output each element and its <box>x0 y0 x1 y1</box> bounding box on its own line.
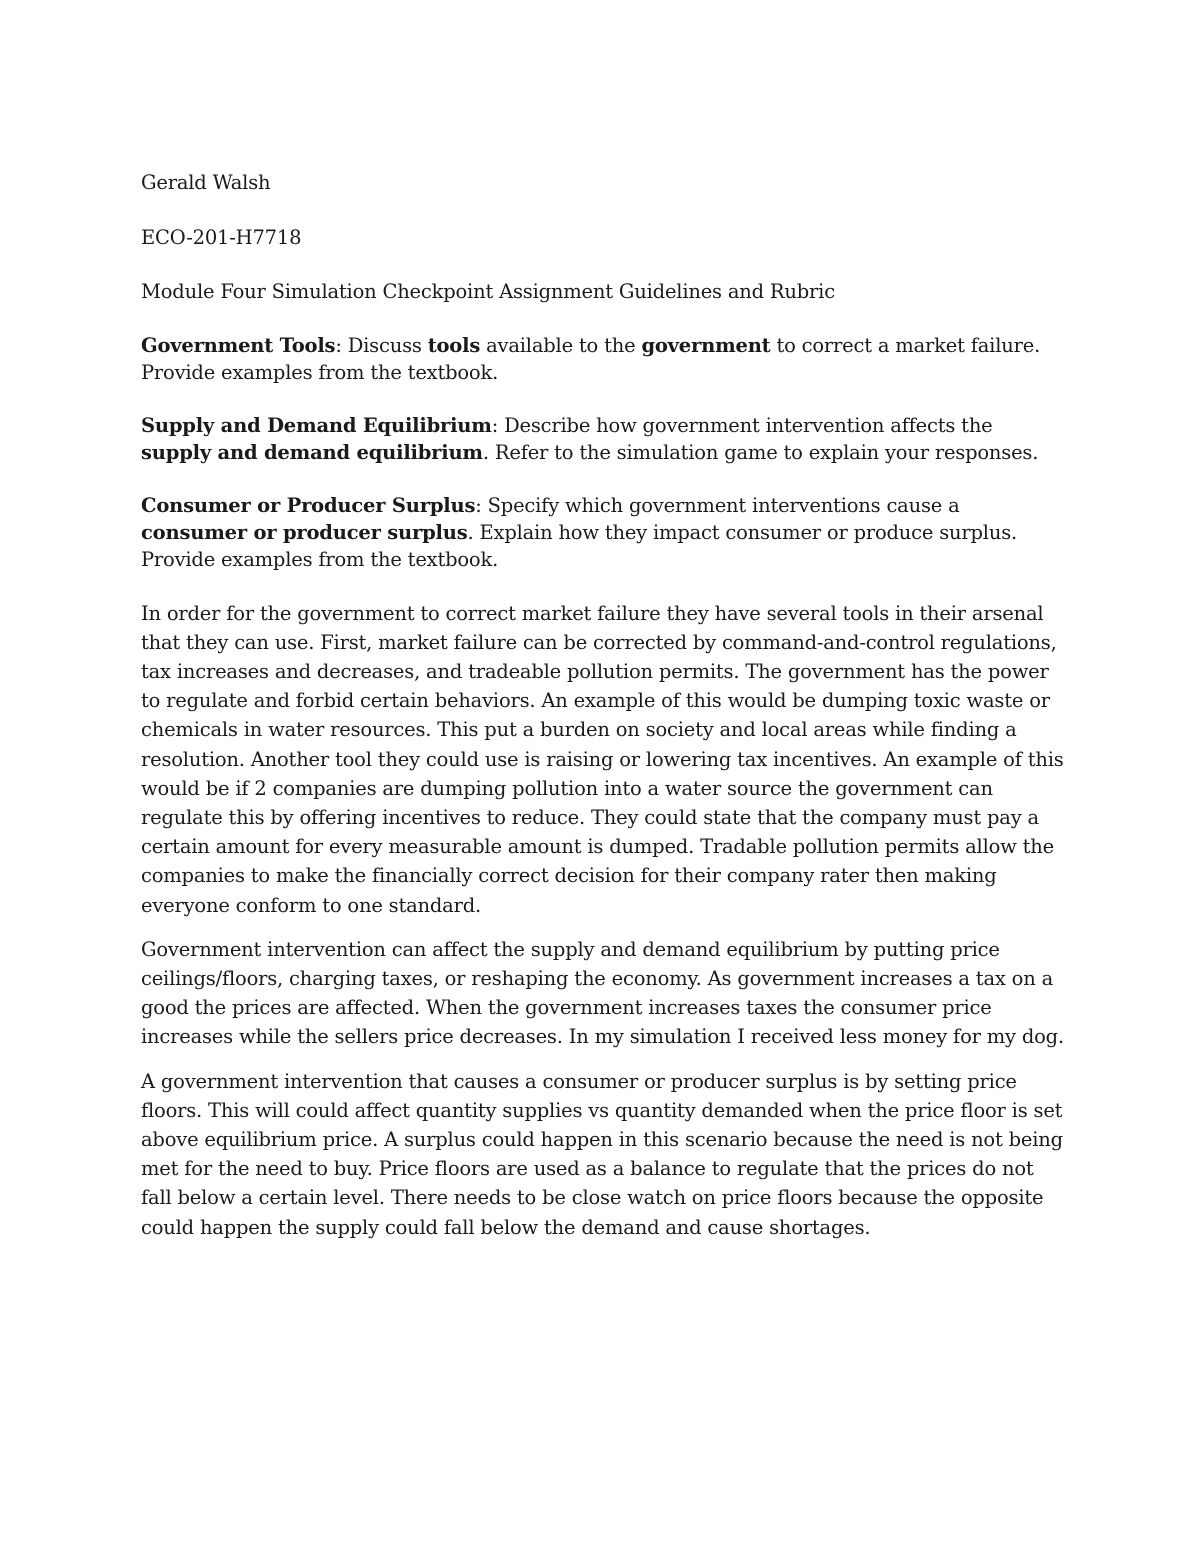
prompt-heading: Consumer or Producer Surplus <box>141 493 476 517</box>
course-code: ECO-201-H7718 <box>141 225 302 249</box>
prompt-heading: Government Tools <box>141 333 336 357</box>
prompt-heading: Supply and Demand Equilibrium <box>141 413 492 437</box>
prompt-government-tools: Government Tools: Discuss tools available to the government to correct a market failure. Provide examples from the textbook. <box>141 333 1041 384</box>
document-content <box>141 168 1066 1257</box>
answer-paragraph-1: In order for the government to correct market failure they have several tools in their arsenal that they can use. First, market failure can be corrected by command-and-control regulations, tax increases and decreases, and tradeable pollution permits. The government has the power to regulate and forbid certain behaviors. An example of this would be dumping toxic waste or chemicals in water resources. This put a burden on society and local areas while finding a resolution. Another tool they could use is raising or lowering tax incentives. An example of this would be if 2 companies are dumping pollution into a water source the government can regulate this by offering incentives to reduce. They could state that the company must pay a certain amount for every measurable amount is dumped. Tradable pollution permits allow the companies to make the financially correct decision for their company rater then making everyone conform to one standard. <box>141 601 1064 917</box>
prompt-supply-demand: Supply and Demand Equilibrium: Describe how government intervention affects the supply and demand equilibrium. Refer to the simulation game to explain your responses. <box>141 413 1039 464</box>
answer-paragraph-2: Government intervention can affect the supply and demand equilibrium by putting price ceilings/floors, charging taxes, or reshaping the economy. As government increases a tax on a good the prices are affected. When the government increases taxes the consumer price increases while the sellers price decreases. In my simulation I received less money for my dog. <box>141 937 1064 1049</box>
answer-paragraph-3: A government intervention that causes a consumer or producer surplus is by setting price floors. This will could affect quantity supplies vs quantity demanded when the price floor is set above equilibrium price. A surplus could happen in this scenario because the need is not being met for the need to buy. Price floors are used as a balance to regulate that the prices do not fall below a certain level. There needs to be close watch on price floors because the opposite could happen the supply could fall below the demand and cause shortages. <box>141 1069 1063 1239</box>
student-name: Gerald Walsh <box>141 171 271 194</box>
assignment-title: Module Four Simulation Checkpoint Assignment Guidelines and Rubric <box>141 280 835 303</box>
prompt-surplus: Consumer or Producer Surplus: Specify which government interventions cause a consumer or producer surplus. Explain how they impact consumer or produce surplus. Provide examples from the textbook. <box>141 493 1017 571</box>
